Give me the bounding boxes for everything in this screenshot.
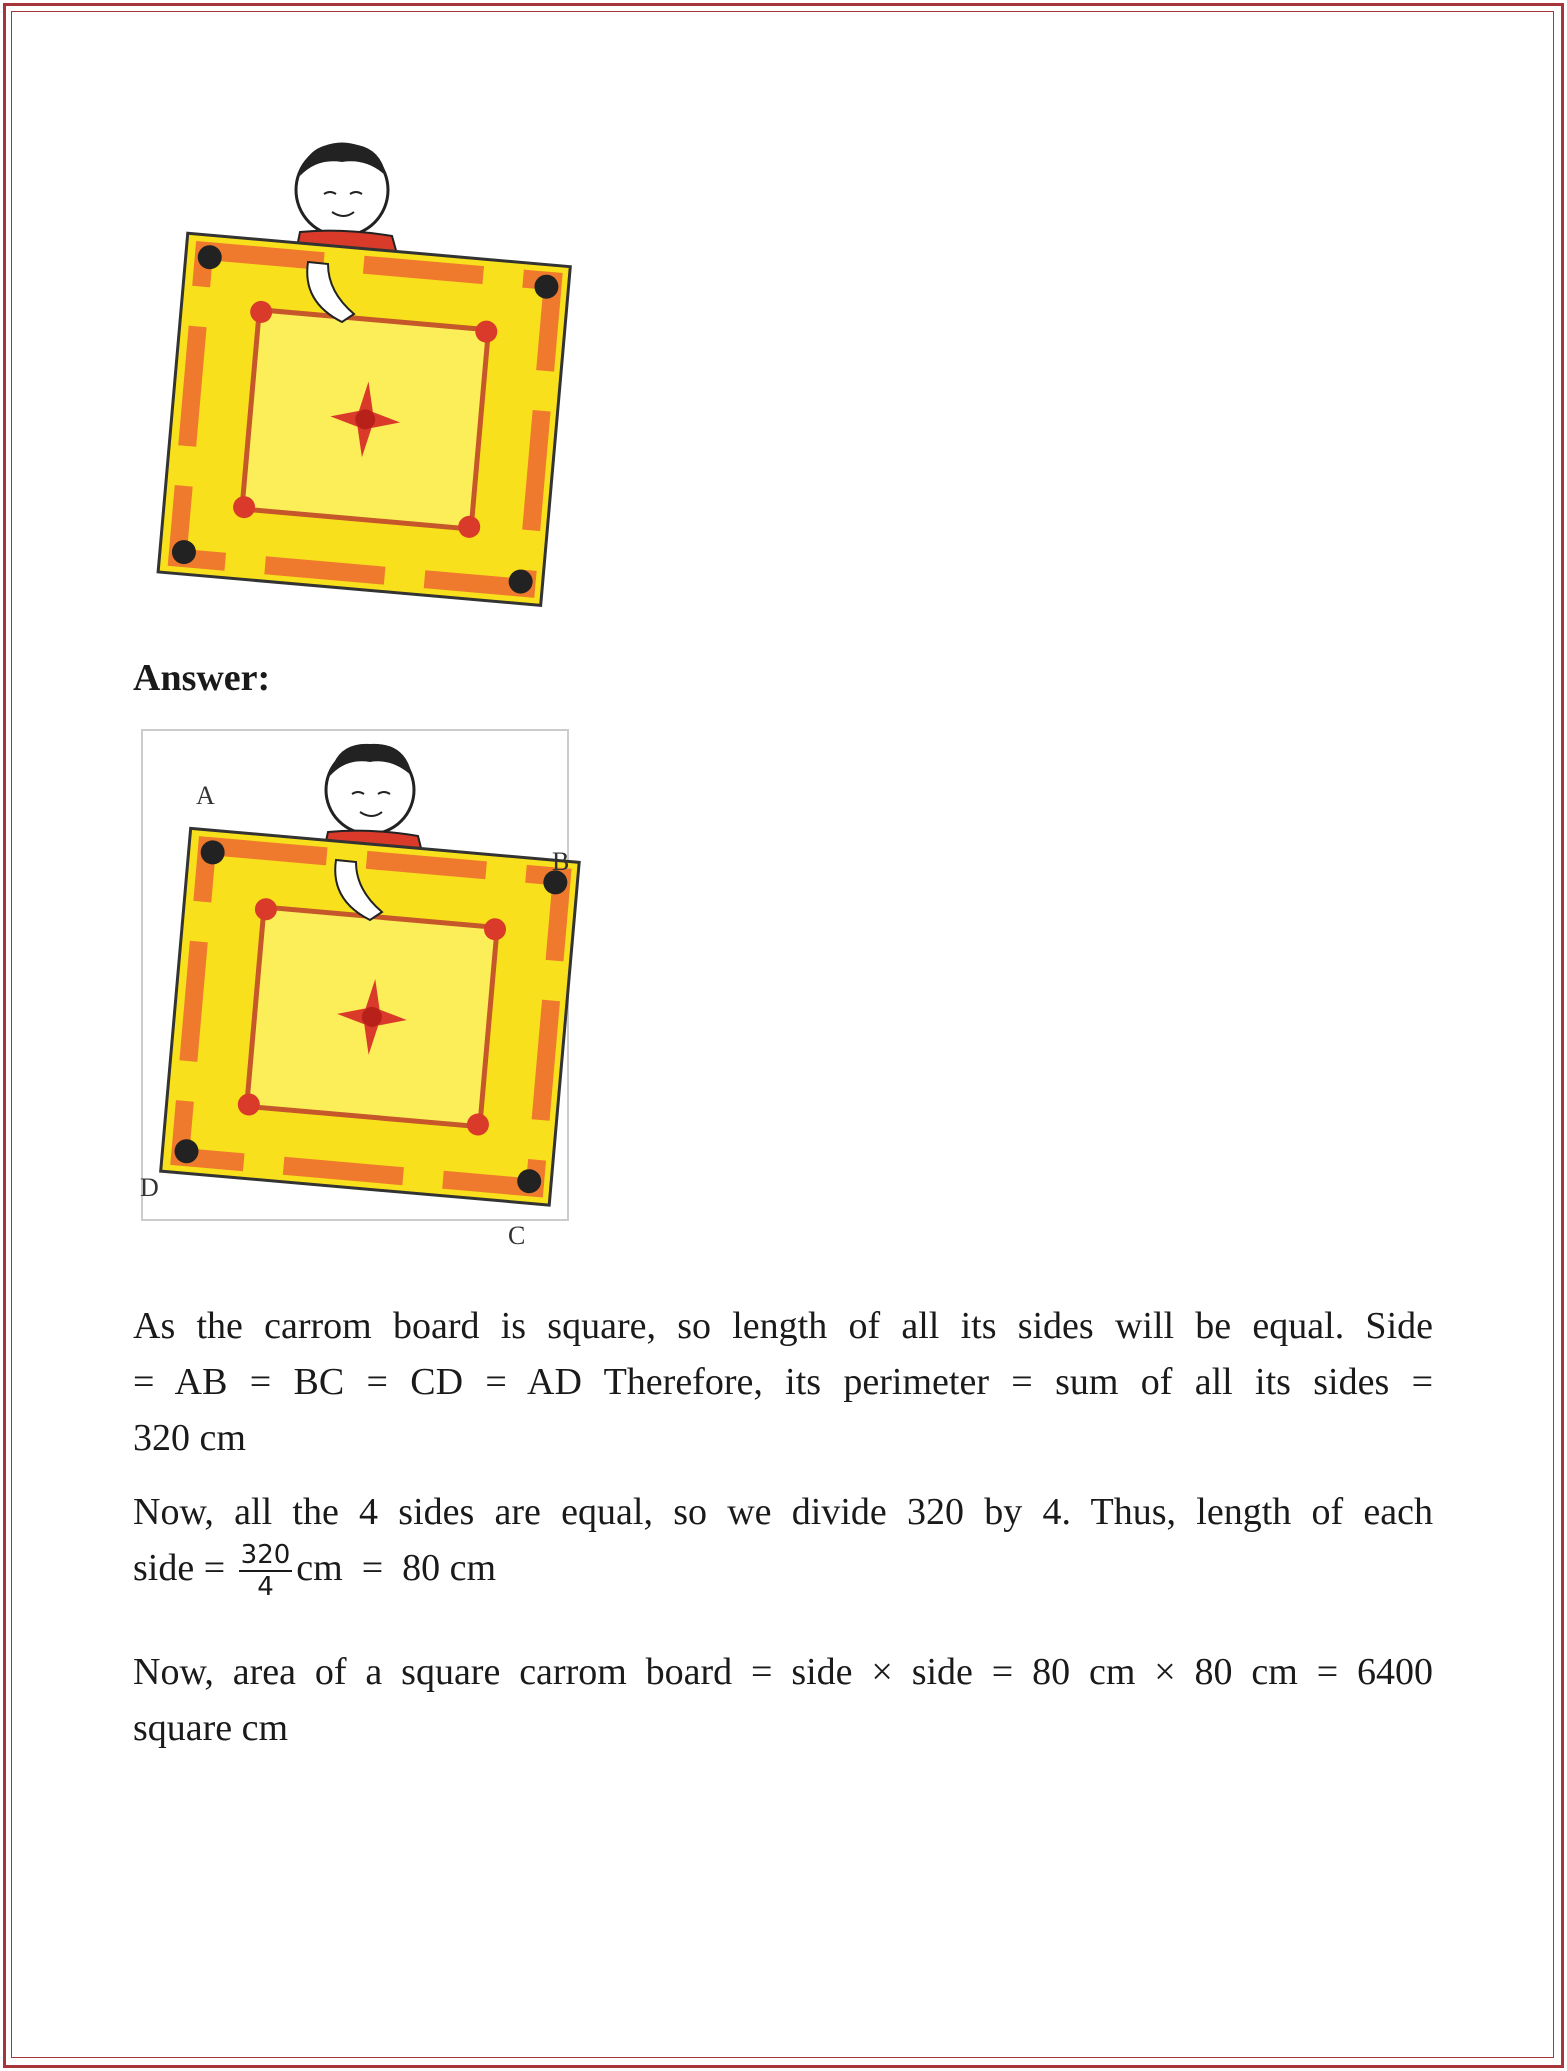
explanation-paragraph-3 (133, 1644, 1433, 1756)
fraction-denominator: 4 (257, 1572, 274, 1603)
labelled-carrom-board-illustration (134, 728, 586, 1258)
paragraph-2-line-1: Now, all the 4 sides are equal, so we divide 320 by 4. Thus, length of each (133, 1491, 1433, 1533)
equation-suffix: cm = 80 cm (296, 1547, 497, 1589)
side-length-equation (133, 1540, 1433, 1602)
vertex-label-b: B (552, 847, 570, 876)
paragraph-3-line-1: Now, area of a square carrom board = side × side = 80 cm × 80 cm = 6400 (133, 1651, 1433, 1693)
vertex-label-d: D (140, 1173, 159, 1202)
answer-label: Answer: (133, 657, 271, 699)
paragraph-3-line-2: square cm (133, 1707, 289, 1749)
fraction (239, 1540, 293, 1602)
paragraph-1-line-3: 320 cm (133, 1417, 246, 1459)
vertex-label-c: C (508, 1221, 526, 1250)
vertex-label-a: A (196, 781, 215, 810)
carrom-board-illustration (132, 132, 572, 620)
explanation-paragraph-1 (133, 1298, 1433, 1466)
paragraph-1-line-2: = AB = BC = CD = AD Therefore, its perimeter = sum of all its sides = (133, 1361, 1433, 1403)
equation-prefix: side = (133, 1547, 226, 1589)
paragraph-1-line-1: As the carrom board is square, so length of all its sides will be equal. Side (133, 1305, 1433, 1347)
fraction-numerator: 320 (240, 1540, 291, 1571)
explanation-paragraph-2 (133, 1484, 1433, 1602)
